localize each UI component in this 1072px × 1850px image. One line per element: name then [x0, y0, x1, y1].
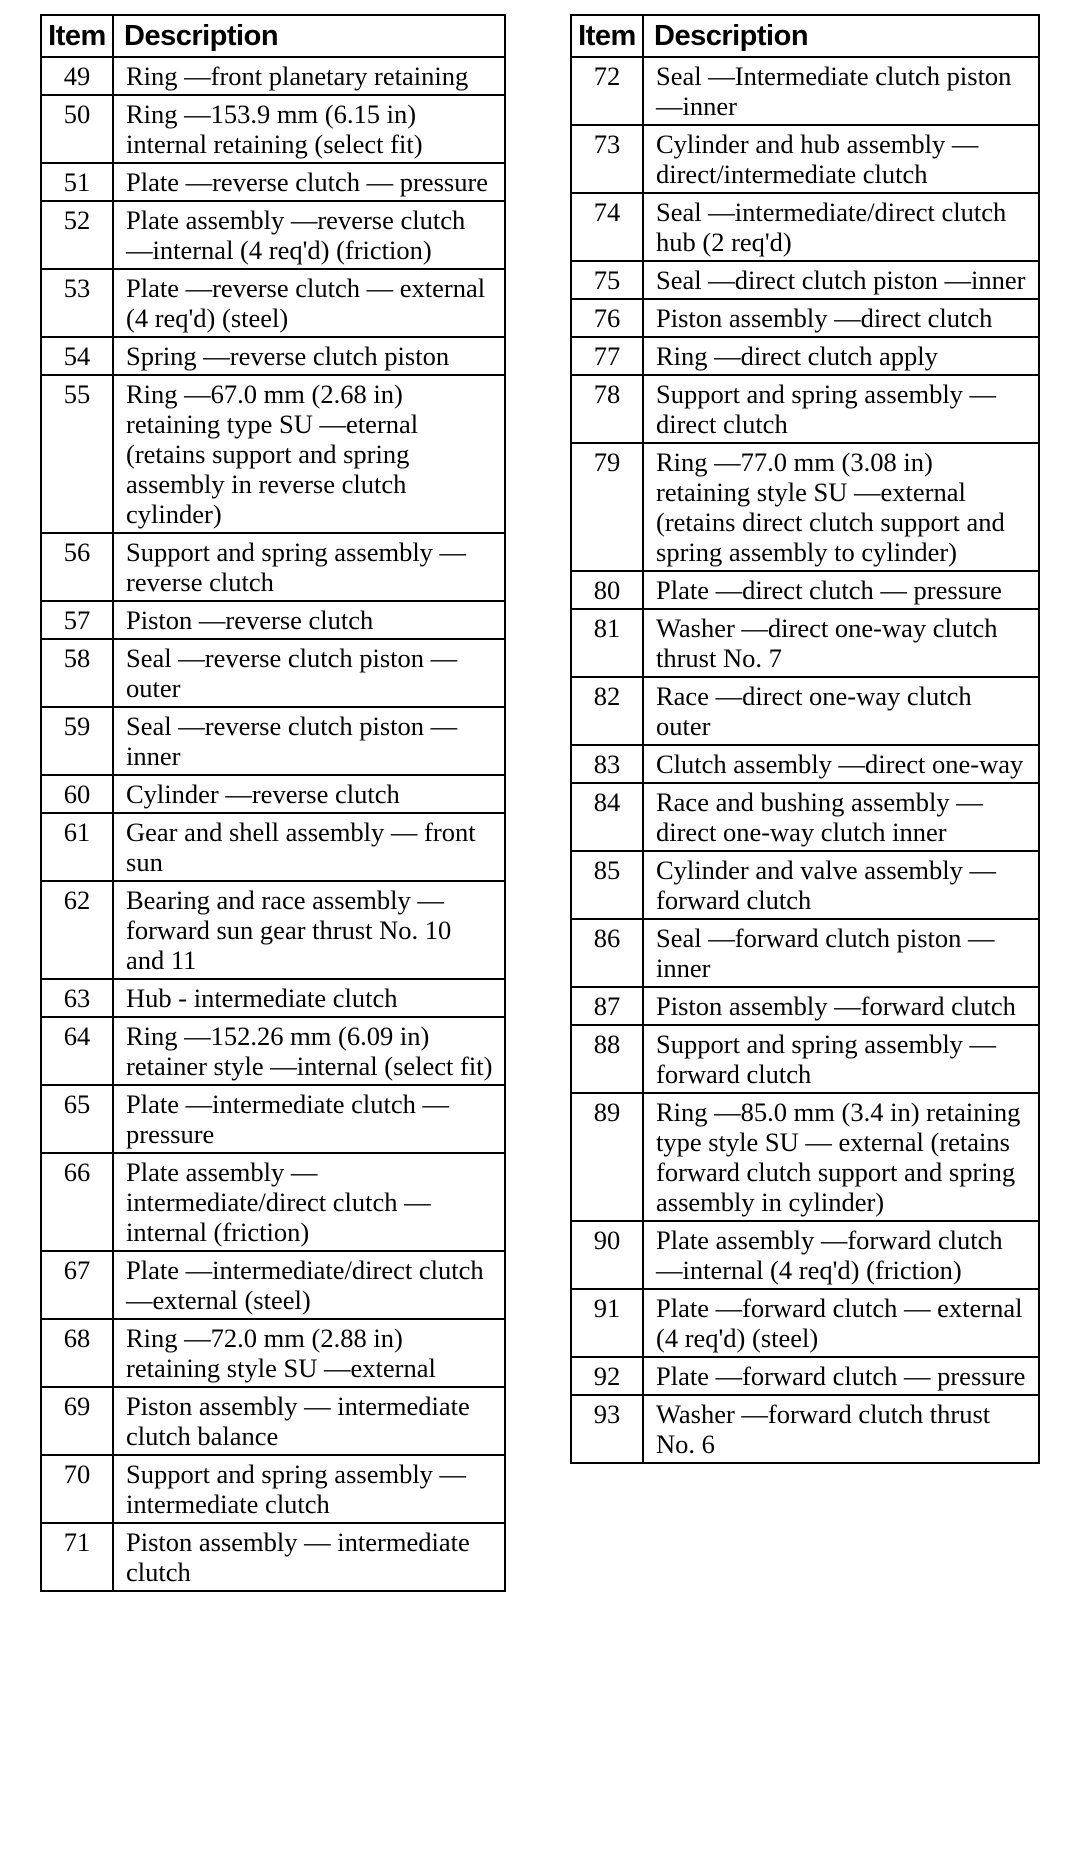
item-description: Cylinder —reverse clutch: [113, 775, 505, 813]
item-number: 82: [571, 677, 643, 745]
item-number: 55: [41, 375, 113, 533]
table-row: [41, 881, 505, 979]
item-number: 61: [41, 813, 113, 881]
parts-table-right: [570, 14, 1040, 1464]
table-row: [571, 851, 1039, 919]
item-number: 90: [571, 1221, 643, 1289]
table-row: [41, 1251, 505, 1319]
parts-list-left: [41, 57, 505, 1591]
table-row: [571, 1395, 1039, 1463]
item-number: 83: [571, 745, 643, 783]
table-row: [571, 337, 1039, 375]
table-row: [41, 337, 505, 375]
item-number: 57: [41, 601, 113, 639]
item-description: Plate —forward clutch — external (4 req'd) (steel): [643, 1289, 1039, 1357]
item-description: Ring —152.26 mm (6.09 in) retainer style —internal (select fit): [113, 1017, 505, 1085]
table-row: [571, 443, 1039, 571]
item-description: Ring —85.0 mm (3.4 in) retaining type style SU — external (retains forward clutch support and spring assembly in cylinder): [643, 1093, 1039, 1221]
item-number: 70: [41, 1455, 113, 1523]
table-row: [41, 775, 505, 813]
table-row: [571, 745, 1039, 783]
item-description: Plate —forward clutch — pressure: [643, 1357, 1039, 1395]
parts-table-left: [40, 14, 506, 1592]
item-description: Piston assembly —forward clutch: [643, 987, 1039, 1025]
table-row: [41, 1319, 505, 1387]
table-row: [41, 375, 505, 533]
header-row: [41, 15, 505, 57]
item-number: 75: [571, 261, 643, 299]
item-number: 77: [571, 337, 643, 375]
parts-list-right: [571, 57, 1039, 1463]
item-number: 86: [571, 919, 643, 987]
table-row: [571, 261, 1039, 299]
item-description: Support and spring assembly —forward clutch: [643, 1025, 1039, 1093]
table-row: [41, 601, 505, 639]
item-number: 87: [571, 987, 643, 1025]
item-number: 66: [41, 1153, 113, 1251]
item-number: 80: [571, 571, 643, 609]
item-description: Piston assembly — intermediate clutch balance: [113, 1387, 505, 1455]
item-description: Ring —72.0 mm (2.88 in) retaining style SU —external: [113, 1319, 505, 1387]
table-row: [571, 609, 1039, 677]
item-number: 93: [571, 1395, 643, 1463]
table-row: [41, 269, 505, 337]
item-description: Ring —67.0 mm (2.68 in) retaining type SU —eternal (retains support and spring assembly in reverse clutch cylinder): [113, 375, 505, 533]
item-description: Cylinder and hub assembly —direct/intermediate clutch: [643, 125, 1039, 193]
item-number: 85: [571, 851, 643, 919]
item-description: Gear and shell assembly — front sun: [113, 813, 505, 881]
item-description: Ring —direct clutch apply: [643, 337, 1039, 375]
item-number: 92: [571, 1357, 643, 1395]
table-row: [41, 813, 505, 881]
table-row: [571, 1221, 1039, 1289]
item-description: Cylinder and valve assembly —forward clutch: [643, 851, 1039, 919]
table-row: [571, 193, 1039, 261]
table-row: [571, 375, 1039, 443]
table-row: [41, 1017, 505, 1085]
item-description: Piston assembly — intermediate clutch: [126, 1527, 470, 1587]
item-description: Washer —forward clutch thrust No. 6: [656, 1399, 991, 1459]
item-description: Plate —intermediate clutch —pressure: [113, 1085, 505, 1153]
item-number: 91: [571, 1289, 643, 1357]
item-number: 72: [571, 57, 643, 125]
item-description: Race —direct one-way clutch outer: [643, 677, 1039, 745]
item-column-header: Item: [571, 15, 643, 57]
table-row: [571, 1093, 1039, 1221]
item-description: Plate assembly —forward clutch —internal (4 req'd) (friction): [643, 1221, 1039, 1289]
item-number: 67: [41, 1251, 113, 1319]
table-row: [571, 299, 1039, 337]
item-number: 62: [41, 881, 113, 979]
item-description: Plate —reverse clutch — external (4 req'd) (steel): [113, 269, 505, 337]
item-number: 71: [41, 1523, 113, 1591]
item-description: Plate assembly — intermediate/direct clutch — internal (friction): [113, 1153, 505, 1251]
table-row: [41, 639, 505, 707]
item-description: Ring —153.9 mm (6.15 in) internal retaining (select fit): [113, 95, 505, 163]
item-description: Ring —77.0 mm (3.08 in) retaining style SU —external (retains direct clutch support and spring assembly to cylinder): [643, 443, 1039, 571]
table-row: [571, 57, 1039, 125]
item-description: Support and spring assembly —reverse clutch: [113, 533, 505, 601]
item-description: Seal —reverse clutch piston —outer: [113, 639, 505, 707]
item-description: Ring —front planetary retaining: [113, 57, 505, 95]
item-description: Hub - intermediate clutch: [113, 979, 505, 1017]
header-row: [571, 15, 1039, 57]
item-description: Race and bushing assembly —direct one-way clutch inner: [643, 783, 1039, 851]
description-column-header: Description: [113, 15, 505, 57]
table-row: [41, 533, 505, 601]
table-row: [571, 783, 1039, 851]
table-row: [571, 125, 1039, 193]
table-row: [571, 677, 1039, 745]
item-number: 58: [41, 639, 113, 707]
table-row: [41, 1153, 505, 1251]
item-number: 78: [571, 375, 643, 443]
table-row: [571, 987, 1039, 1025]
item-number: 54: [41, 337, 113, 375]
table-row: [571, 919, 1039, 987]
table-row: [41, 707, 505, 775]
item-number: 60: [41, 775, 113, 813]
item-description: Bearing and race assembly — forward sun gear thrust No. 10 and 11: [113, 881, 505, 979]
table-row: [41, 201, 505, 269]
item-description: Seal —forward clutch piston —inner: [643, 919, 1039, 987]
table-row: [571, 571, 1039, 609]
item-description: Piston assembly —direct clutch: [643, 299, 1039, 337]
item-description: Seal —direct clutch piston —inner: [643, 261, 1039, 299]
item-number: 74: [571, 193, 643, 261]
table-row: [41, 1387, 505, 1455]
item-number: 81: [571, 609, 643, 677]
item-description: Plate assembly —reverse clutch —internal (4 req'd) (friction): [113, 201, 505, 269]
item-number: 63: [41, 979, 113, 1017]
item-description: Support and spring assembly —intermediate clutch: [113, 1455, 505, 1523]
item-number: 65: [41, 1085, 113, 1153]
item-description: Clutch assembly —direct one-way: [643, 745, 1039, 783]
item-number: 84: [571, 783, 643, 851]
table-row: [571, 1289, 1039, 1357]
item-number: 73: [571, 125, 643, 193]
item-description: Seal —reverse clutch piston —inner: [113, 707, 505, 775]
item-number: 52: [41, 201, 113, 269]
item-number: 68: [41, 1319, 113, 1387]
item-column-header: Item: [41, 15, 113, 57]
table-row: [571, 1357, 1039, 1395]
item-description: Seal —intermediate/direct clutch hub (2 req'd): [643, 193, 1039, 261]
item-number: 76: [571, 299, 643, 337]
item-number: 51: [41, 163, 113, 201]
item-description: Spring —reverse clutch piston: [113, 337, 505, 375]
item-number: 79: [571, 443, 643, 571]
item-description: Plate —intermediate/direct clutch —external (steel): [113, 1251, 505, 1319]
item-number: 69: [41, 1387, 113, 1455]
table-row: [571, 1025, 1039, 1093]
item-number: 88: [571, 1025, 643, 1093]
item-number: 89: [571, 1093, 643, 1221]
table-row: [41, 95, 505, 163]
table-row: [41, 1085, 505, 1153]
item-number: 53: [41, 269, 113, 337]
item-description: Support and spring assembly —direct clutch: [643, 375, 1039, 443]
description-column-header: Description: [643, 15, 1039, 57]
item-number: 56: [41, 533, 113, 601]
table-row: [41, 163, 505, 201]
item-number: 49: [41, 57, 113, 95]
table-row: [41, 1455, 505, 1523]
item-number: 59: [41, 707, 113, 775]
table-row: [41, 1523, 505, 1591]
item-description: Plate —direct clutch — pressure: [643, 571, 1039, 609]
item-description: Seal —Intermediate clutch piston —inner: [643, 57, 1039, 125]
item-number: 64: [41, 1017, 113, 1085]
item-description: Piston —reverse clutch: [113, 601, 505, 639]
table-row: [41, 57, 505, 95]
item-description: Plate —reverse clutch — pressure: [113, 163, 505, 201]
table-row: [41, 979, 505, 1017]
item-number: 50: [41, 95, 113, 163]
item-description: Washer —direct one-way clutch thrust No. 7: [643, 609, 1039, 677]
